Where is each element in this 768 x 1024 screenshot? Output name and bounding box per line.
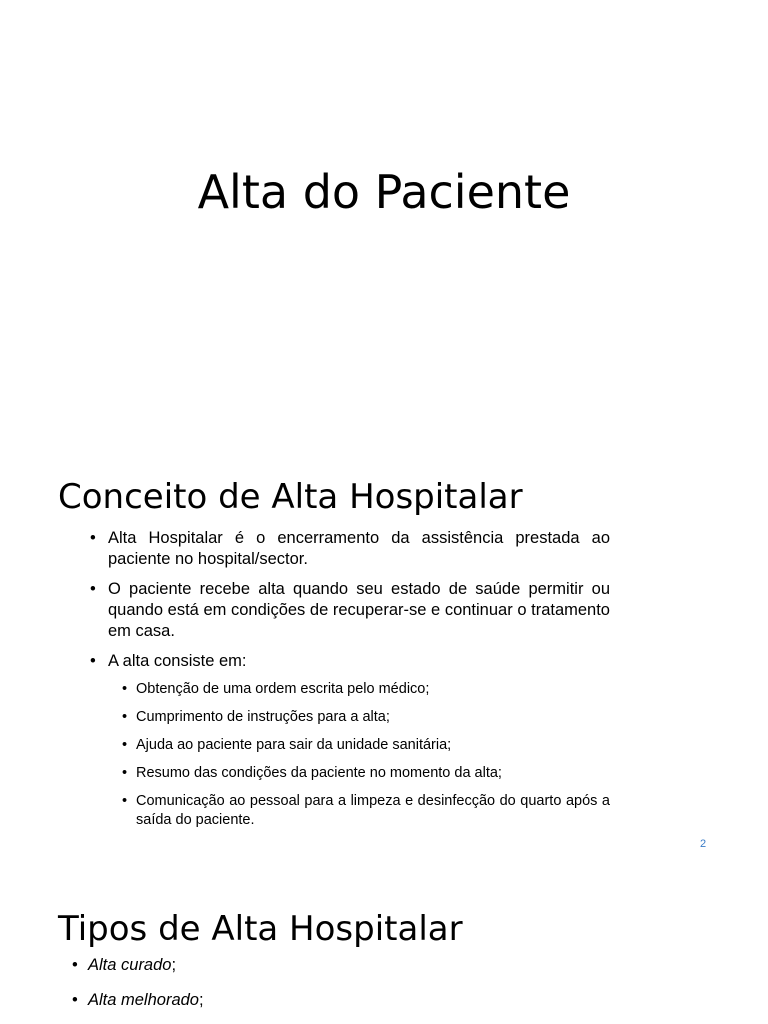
page-number: 2 (700, 838, 707, 850)
bullet-text: A alta consiste em: (108, 652, 247, 670)
type-item-text: Alta curado (88, 956, 172, 974)
concept-bullet-list (90, 528, 610, 839)
sub-bullet-item (108, 708, 610, 727)
sub-bullet-text: Resumo das condições da paciente no momento da alta; (136, 765, 502, 781)
bullet-text: O paciente recebe alta quando seu estado de saúde permitir ou quando está em condições de recuperar-se e continuar o tratamento em casa. (108, 580, 610, 640)
sub-bullet-text: Cumprimento de instruções para a alta; (136, 709, 390, 725)
sub-bullet-item (108, 680, 610, 699)
sub-bullet-item (108, 736, 610, 755)
slide-types (0, 880, 768, 1024)
sub-bullet-text: Ajuda ao paciente para sair da unidade sanitária; (136, 737, 452, 753)
sub-bullet-list (108, 680, 610, 830)
bullet-item (90, 651, 610, 830)
section-heading-types: Tipos de Alta Hospitalar (58, 909, 463, 949)
sub-bullet-item (108, 764, 610, 783)
type-item-text: Alta melhorado (88, 991, 199, 1009)
bullet-item (90, 528, 610, 570)
types-bullet-list (72, 954, 204, 1024)
section-heading-concept: Conceito de Alta Hospitalar (58, 477, 523, 517)
document-title: Alta do Paciente (197, 165, 571, 219)
type-item (72, 954, 204, 976)
bullet-text: Alta Hospitalar é o encerramento da assistência prestada ao paciente no hospital/sector. (108, 529, 610, 568)
type-item (72, 989, 204, 1011)
type-item-suffix: ; (171, 956, 177, 974)
sub-bullet-item (108, 792, 610, 830)
slide-concept (0, 440, 768, 880)
bullet-item (90, 579, 610, 642)
slide-title (0, 0, 768, 440)
type-item-suffix: ; (198, 991, 204, 1009)
sub-bullet-text: Obtenção de uma ordem escrita pelo médico; (136, 681, 430, 697)
sub-bullet-text: Comunicação ao pessoal para a limpeza e desinfecção do quarto após a saída do paciente. (136, 793, 610, 828)
